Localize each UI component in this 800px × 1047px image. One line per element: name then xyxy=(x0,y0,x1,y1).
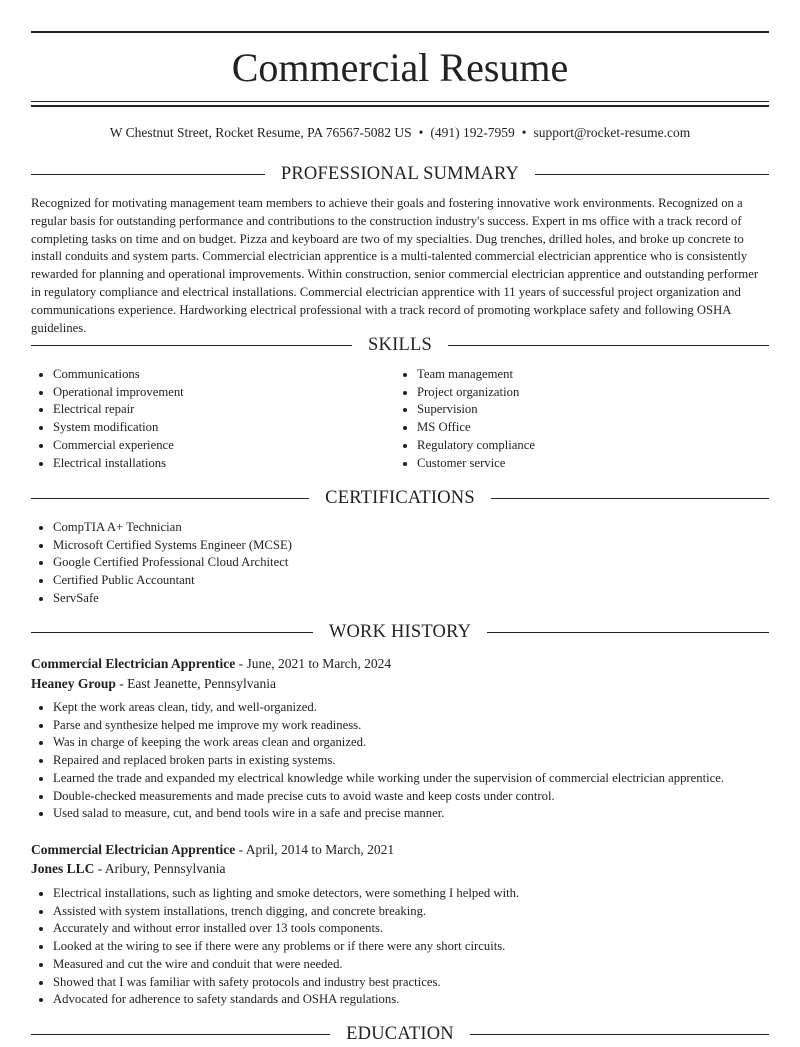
skills-right-column xyxy=(395,366,765,472)
certification-item: • Google Certified Professional Cloud Architect xyxy=(53,554,769,572)
contact-separator: • xyxy=(418,125,424,140)
skill-item: • Communications xyxy=(53,366,391,384)
job-company-line xyxy=(31,859,226,878)
section-title: WORK HISTORY xyxy=(328,621,472,642)
skills-heading xyxy=(31,332,769,358)
heading-rule xyxy=(448,345,769,346)
skill-item: • System modification xyxy=(53,419,391,437)
phone: (491) 192-7959 xyxy=(430,125,515,140)
job-bullet-list xyxy=(31,699,769,823)
job-bullet: • Advocated for adherence to safety standards and OSHA regulations. xyxy=(53,991,769,1009)
job-dates: - April, 2014 to March, 2021 xyxy=(238,842,395,857)
certification-item: • Certified Public Accountant xyxy=(53,572,769,590)
skill-item: • Electrical repair xyxy=(53,401,391,419)
job-company-line xyxy=(31,674,276,693)
job-company: Heaney Group xyxy=(31,676,116,691)
work-history-heading xyxy=(31,619,769,645)
job-location: - Aribury, Pennsylvania xyxy=(97,861,226,876)
certifications-list xyxy=(31,519,769,608)
heading-rule xyxy=(31,1034,330,1035)
certification-item: • CompTIA A+ Technician xyxy=(53,519,769,537)
job-bullets-column xyxy=(31,885,769,1009)
section-title: PROFESSIONAL SUMMARY xyxy=(280,163,520,184)
job-bullet: • Kept the work areas clean, tidy, and well-organized. xyxy=(53,699,769,717)
heading-rule xyxy=(31,345,352,346)
heading-rule xyxy=(491,498,769,499)
email: support@rocket-resume.com xyxy=(533,125,691,140)
education-heading xyxy=(31,1021,769,1047)
summary-text: Recognized for motivating management team members to achieve their goals and fostering innovative work environments. Recognized on a regular basis for outstanding performance and contributions to the construction industry's success. Expert in ms office with a track record of completing tasks on time and on budget. Pizza and keyboard are two of my specialties. Dug trenches, drilled holes, and broke up concrete to install conduits and system parts. Commercial electrician apprentice is a multi-talented commercial electrician apprentice who is consistently rewarded for planning and operational improvements. Within construction, senior commercial electrician apprentice and outstanding performer in regulatory compliance and electrical installations. Commercial electrician apprentice with 11 years of successful project organization and communications experience. Hardworking electrical professional with a track record of promoting workplace safety and following OSHA guidelines. xyxy=(31,196,759,335)
skill-item: • Project organization xyxy=(417,384,765,402)
section-title: SKILLS xyxy=(368,334,432,355)
job-bullet: • Assisted with system installations, trench digging, and concrete breaking. xyxy=(53,903,769,921)
job-title-line xyxy=(31,654,391,673)
heading-rule xyxy=(535,174,769,175)
job-bullet: • Repaired and replaced broken parts in existing systems. xyxy=(53,752,769,770)
heading-rule xyxy=(470,1034,769,1035)
job-bullet: • Was in charge of keeping the work areas clean and organized. xyxy=(53,734,769,752)
heading-rule xyxy=(487,632,769,633)
job-bullet: • Looked at the wiring to see if there were any problems or if there were any short circuits. xyxy=(53,938,769,956)
job-title: Commercial Electrician Apprentice xyxy=(31,656,236,671)
skill-item: • Commercial experience xyxy=(53,437,391,455)
job-bullet: • Double-checked measurements and made precise cuts to avoid waste and keep costs under control. xyxy=(53,788,769,806)
skill-item: • MS Office xyxy=(417,419,765,437)
job-bullet: • Measured and cut the wire and conduit that were needed. xyxy=(53,956,769,974)
contact-line xyxy=(0,124,800,142)
certifications-heading xyxy=(31,485,769,511)
job-bullet: • Accurately and without error installed over 13 tools components. xyxy=(53,920,769,938)
job-bullet: • Used salad to measure, cut, and bend tools wire in a safe and precise manner. xyxy=(53,805,769,823)
section-title: CERTIFICATIONS xyxy=(325,487,475,508)
job-location: - East Jeanette, Pennsylvania xyxy=(119,676,276,691)
top-rule xyxy=(31,31,769,33)
certification-item: • ServSafe xyxy=(53,590,769,608)
summary-heading xyxy=(31,161,769,187)
certification-item: • Microsoft Certified Systems Engineer (MCSE) xyxy=(53,537,769,555)
job-bullet: • Electrical installations, such as lighting and smoke detectors, were something I helped with. xyxy=(53,885,769,903)
skills-left-column xyxy=(31,366,391,472)
title-double-rule xyxy=(31,101,769,107)
job-title: Commercial Electrician Apprentice xyxy=(31,842,236,857)
job-bullet: • Learned the trade and expanded my electrical knowledge while working under the supervision of commercial electrician apprentice. xyxy=(53,770,769,788)
job-bullet: • Parse and synthesize helped me improve my work readiness. xyxy=(53,717,769,735)
heading-rule xyxy=(31,498,309,499)
skills-list-left xyxy=(31,366,391,472)
skill-item: • Supervision xyxy=(417,401,765,419)
heading-rule xyxy=(31,632,313,633)
job-bullets-column xyxy=(31,699,769,823)
skill-item: • Electrical installations xyxy=(53,455,391,473)
job-company: Jones LLC xyxy=(31,861,95,876)
heading-rule xyxy=(31,174,265,175)
page-title: Commercial Resume xyxy=(231,45,569,90)
skill-item: • Regulatory compliance xyxy=(417,437,765,455)
contact-separator: • xyxy=(521,125,527,140)
certifications-column xyxy=(31,519,769,608)
address: W Chestnut Street, Rocket Resume, PA 76567-5082 US xyxy=(109,125,412,140)
job-bullet-list xyxy=(31,885,769,1009)
section-title: EDUCATION xyxy=(346,1023,454,1044)
job-title-line xyxy=(31,840,394,859)
skill-item: • Customer service xyxy=(417,455,765,473)
skill-item: • Operational improvement xyxy=(53,384,391,402)
job-bullet: • Showed that I was familiar with safety protocols and industry best practices. xyxy=(53,974,769,992)
skill-item: • Team management xyxy=(417,366,765,384)
skills-list-right xyxy=(395,366,765,472)
job-dates: - June, 2021 to March, 2024 xyxy=(238,656,392,671)
